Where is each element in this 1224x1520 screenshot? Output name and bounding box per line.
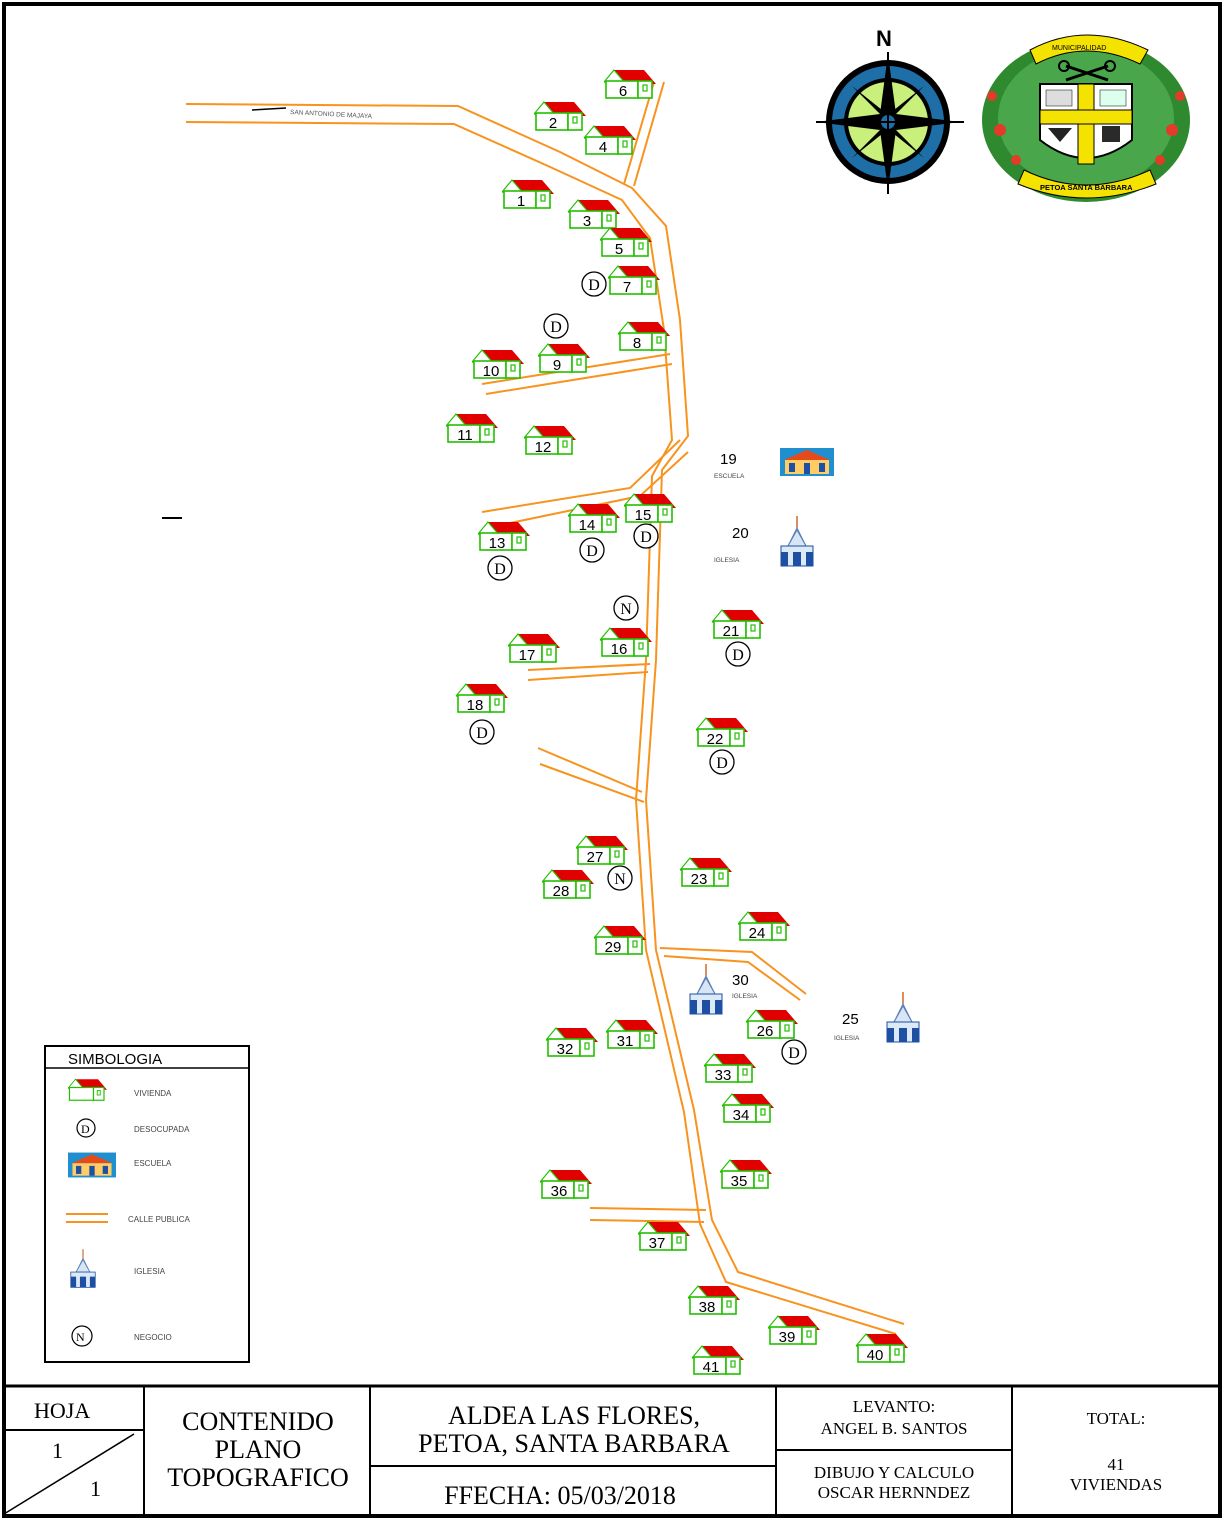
house-number: 16 [610,641,628,658]
house-number: 26 [756,1023,774,1040]
road-label: SAN ANTONIO DE MAJAYA [289,109,373,121]
church-label: IGLESIA [732,993,758,1000]
content-label: CONTENIDO [182,1407,334,1436]
svg-text:N: N [614,871,626,888]
house-number: 38 [698,1299,716,1316]
drawing-line2: OSCAR HERNNDEZ [817,1483,971,1502]
content-line2: TOPOGRAFICO [167,1463,349,1492]
survey-line2: ANGEL B. SANTOS [820,1419,968,1438]
school-icon [68,1153,116,1178]
svg-text:D: D [732,647,744,664]
house-number: 21 [722,623,740,640]
house-number: 13 [488,535,506,552]
sheet-number: 1 [52,1438,63,1463]
unoccupied-marker [782,1040,806,1064]
house-number: 6 [618,83,628,100]
school-icon [780,448,834,476]
total-label: TOTAL: [1086,1409,1146,1428]
unoccupied-marker [726,642,750,666]
house-number: 14 [578,517,596,534]
church-number: 25 [842,1011,859,1028]
total-unit: VIVIENDAS [1069,1475,1163,1494]
sheet-label: HOJA [34,1398,91,1423]
svg-text:D: D [588,277,600,294]
house-number: 3 [582,213,592,230]
place-line2: PETOA, SANTA BARBARA [418,1429,730,1458]
legend-title: SIMBOLOGIA [68,1051,163,1068]
legend-label-escuela: ESCUELA [134,1159,172,1168]
house-number: 40 [866,1347,884,1364]
house-number: 7 [622,279,632,296]
house-number: 41 [702,1359,720,1376]
house-number: 34 [732,1107,750,1124]
legend [45,1046,249,1362]
house-number: 9 [552,357,562,374]
seal-bottom-text: PETOA SANTA BARBARA [1040,183,1133,192]
house-number: 2 [548,115,558,132]
church-number: 30 [732,972,749,989]
svg-text:D: D [494,561,506,578]
drawing-line1: DIBUJO Y CALCULO [813,1463,975,1482]
house-number: 22 [706,731,724,748]
svg-text:D: D [476,725,488,742]
church-label: IGLESIA [834,1035,860,1042]
house-number: 23 [690,871,708,888]
house-number: 39 [778,1329,796,1346]
church-label: IGLESIA [714,557,740,564]
legend-label-vivienda: VIVIENDA [134,1089,172,1098]
school-label: ESCUELA [714,473,745,480]
house-number: 32 [556,1041,574,1058]
legend-label-desocupada: DESOCUPADA [134,1125,190,1134]
school-number: 19 [720,451,737,468]
house-number: 15 [634,507,652,524]
unoccupied-marker [488,556,512,580]
legend-label-negocio: NEGOCIO [134,1333,172,1342]
house-number: 37 [648,1235,666,1252]
legend-label-calle: CALLE PUBLICA [128,1215,190,1224]
north-label: N [876,26,892,51]
house-number: 17 [518,647,536,664]
house-number: 29 [604,939,622,956]
unoccupied-marker [634,524,658,548]
seal-top-text: MUNICIPALIDAD [1052,45,1107,52]
church-number: 20 [732,525,749,542]
svg-text:D: D [586,543,598,560]
date-text: FFECHA: 05/03/2018 [444,1481,676,1510]
house-number: 8 [632,335,642,352]
house-number: 28 [552,883,570,900]
house-number: 10 [482,363,500,380]
survey-line1: LEVANTO: [852,1397,936,1416]
svg-text:N: N [620,601,632,618]
house-number: 27 [586,849,604,866]
total-value: 41 [1107,1455,1125,1474]
house-number: 1 [516,193,526,210]
business-marker [608,866,632,890]
svg-text:D: D [788,1045,800,1062]
business-icon-letter: N [76,1330,85,1344]
house-number: 12 [534,439,552,456]
house-number: 33 [714,1067,732,1084]
house-number: 31 [616,1033,634,1050]
unoccupied-icon-letter: D [81,1122,90,1136]
house-number: 11 [457,427,473,444]
unoccupied-marker [544,314,568,338]
legend-label-iglesia: IGLESIA [134,1267,166,1276]
house-number: 35 [730,1173,748,1190]
unoccupied-marker [470,720,494,744]
svg-text:D: D [716,755,728,772]
house-number: 24 [748,925,766,942]
house-number: 36 [550,1183,568,1200]
house-number: 4 [598,139,608,156]
unoccupied-marker [582,272,606,296]
content-line1: PLANO [214,1435,302,1464]
place-line1: ALDEA LAS FLORES, [447,1401,701,1430]
svg-text:D: D [640,529,652,546]
unoccupied-marker [580,538,604,562]
unoccupied-marker [710,750,734,774]
business-marker [614,596,638,620]
house-number: 18 [466,697,484,714]
house-number: 5 [614,241,624,258]
sheet-total: 1 [90,1476,101,1501]
svg-text:D: D [550,319,562,336]
